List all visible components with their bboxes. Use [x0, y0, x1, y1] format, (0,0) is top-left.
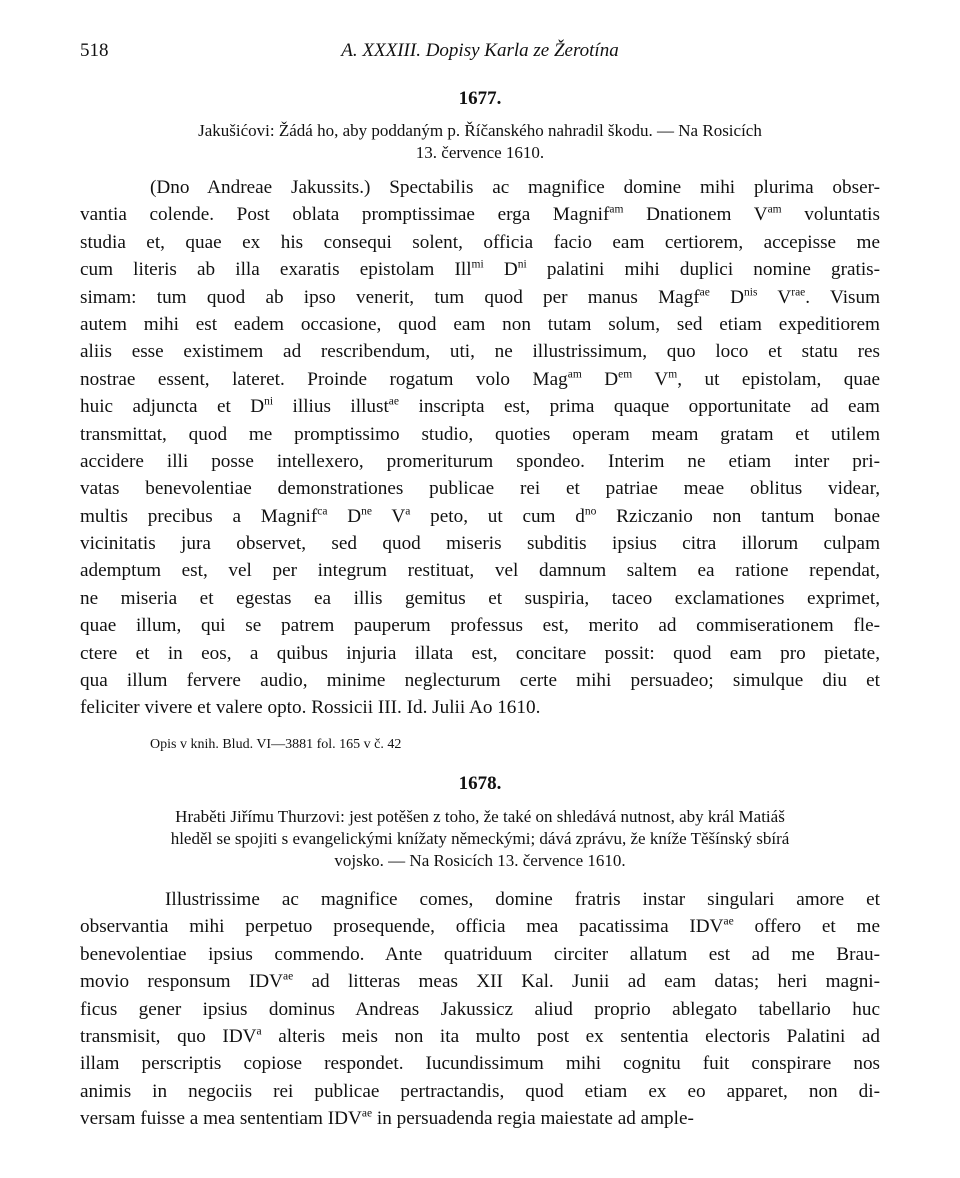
text-line: ctere et in eos, a quibus injuria illata est, concitare possit: quod eam pro pietate, [80, 642, 880, 664]
text-line: cum literis ab illa exaratis epistolam Ill$^{mi}$ $D^{ni}$ palatini mihi duplici nomine gratis- [80, 258, 880, 281]
letter-body [80, 174, 880, 722]
text-line: illam perscriptis copiose respondet. Iucundissimum mihi cognitu fuit conspirare nos [80, 1053, 880, 1075]
text-line: quae illum, qui se patrem pauperum professus est, merito ad commiserationem fle- [80, 615, 880, 637]
text-line: simam: tum quod ab ipso venerit, tum quod per manus Magf$^{ae}$ $D^{nis}$ $V^{rae}$. Visum [80, 286, 880, 308]
regest-line: hleděl se spojiti s evangelickými knížaty německými; dává zprávu, že kníže Těšínský sbírá [170, 829, 790, 848]
text-line: ademptum est, vel per integrum restituat, vel damnum saltem ea ratione rependat, [80, 560, 880, 582]
text-line: transmittat, quod me promptissimo studio, quoties operam meam gratam et utilem [80, 423, 880, 445]
regest-line: 13. července 1610. [415, 143, 545, 162]
text-line: studia et, quae ex his consequi solent, officia facio eam certiorem, accepisse me [80, 231, 880, 253]
text-line: benevolentiae ipsius commendo. Ante quatriduum circiter allatum est ad me Brau- [80, 943, 880, 965]
text-line: ficus gener ipsius dominus Andreas Jakussicz aliud proprio ablegato tabellario huc [80, 998, 880, 1020]
text-line: transmisit, quo IDV$^a$ alteris meis non ita multo post ex sententia electoris Palatini ad [80, 1025, 880, 1047]
letter-body [80, 886, 880, 1133]
text-line: ne miseria et egestas ea illis gemitus et suspiria, taceo exclamationes exprimet, [80, 587, 880, 609]
text-line: observantia mihi perpetuo prosequende, officia mea pacatissima $IDV^{ae}$ offero et me [80, 916, 880, 938]
running-title: A. XXXIII. Dopisy Karla ze Žerotína [341, 40, 619, 61]
text-line: multis precibus a Magnif$^{ca}$ $D^{ne}$ $V^a$ peto, ut cum $d^{no}$ Rziczanio non tantum bonae [80, 505, 880, 527]
text-line: vantia colende. Post oblata promptissimae erga Magnif$^{am}$ Dnationem $V^{am}$ voluntatis [80, 204, 880, 226]
text-line: feliciter vivere et valere opto. Rossicii III. Id. Julii Ao 1610. [80, 697, 541, 719]
text-line: versam fuisse a mea sententiam $IDV^{ae}$ in persuadenda regia maiestate ad ample- [80, 1107, 694, 1130]
letter-number: 1677. [458, 88, 502, 109]
regest-line: Jakušićovi: Žádá ho, aby poddaným p. Říčanského nahradil škodu. — Na Rosicích [198, 121, 762, 140]
text-line: nostrae essent, lateret. Proinde rogatum volo Mag$^{am}$ $D^{em}$ $V^m$, ut epistolam, quae [80, 368, 880, 390]
text-line: autem mihi est eadem occasione, quod eam non tutam solum, sed etiam expeditiorem [80, 313, 880, 335]
letter-number: 1678. [458, 773, 502, 794]
letter-regest [80, 806, 880, 872]
source-note: Opis v knih. Blud. VI—3881 fol. 165 v č. 42 [150, 737, 402, 752]
page-header [80, 40, 880, 64]
text-line: movio responsum $IDV^{ae}$ ad litteras meas XII Kal. Junii ad eam datas; heri magni- [80, 970, 880, 993]
letter-regest [80, 120, 880, 164]
text-line: qua illum fervere audio, minime neglecturum certe mihi persuadeo; simulque diu et [80, 670, 880, 692]
text-line: vicinitatis jura observet, sed quod miseris subditis ipsius citra illorum culpam [80, 533, 880, 555]
page-number: 518 [80, 40, 109, 61]
text-line: accidere illi posse intellexero, promeriturum spondeo. Interim ne etiam inter pri- [80, 450, 880, 472]
text-line: aliis esse existimem ad rescribendum, uti, ne illustrissimum, quo loco et statu res [80, 341, 880, 363]
regest-line: vojsko. — Na Rosicích 13. července 1610. [334, 851, 626, 870]
text-line: vatas benevolentiae demonstrationes publicae rei et patriae meae oblitus videar, [80, 478, 880, 500]
text-line: (Dno Andreae Jakussits.) Spectabilis ac magnifice domine mihi plurima obser- [150, 177, 880, 198]
regest-line: Hraběti Jiřímu Thurzovi: jest potěšen z toho, že také on shledává nutnost, aby král Matiáš [175, 807, 785, 826]
text-line: animis in negociis rei publicae pertractandis, quod etiam ex eo apparet, non di- [80, 1080, 880, 1102]
text-line: Illustrissime ac magnifice comes, domine fratris instar singulari amore et [165, 889, 880, 910]
text-line: huic adjuncta et $D^{ni}$ illius illust$^{ae}$ inscripta est, prima quaque opportunitate ad eam [80, 395, 880, 418]
document-page [80, 0, 880, 1178]
